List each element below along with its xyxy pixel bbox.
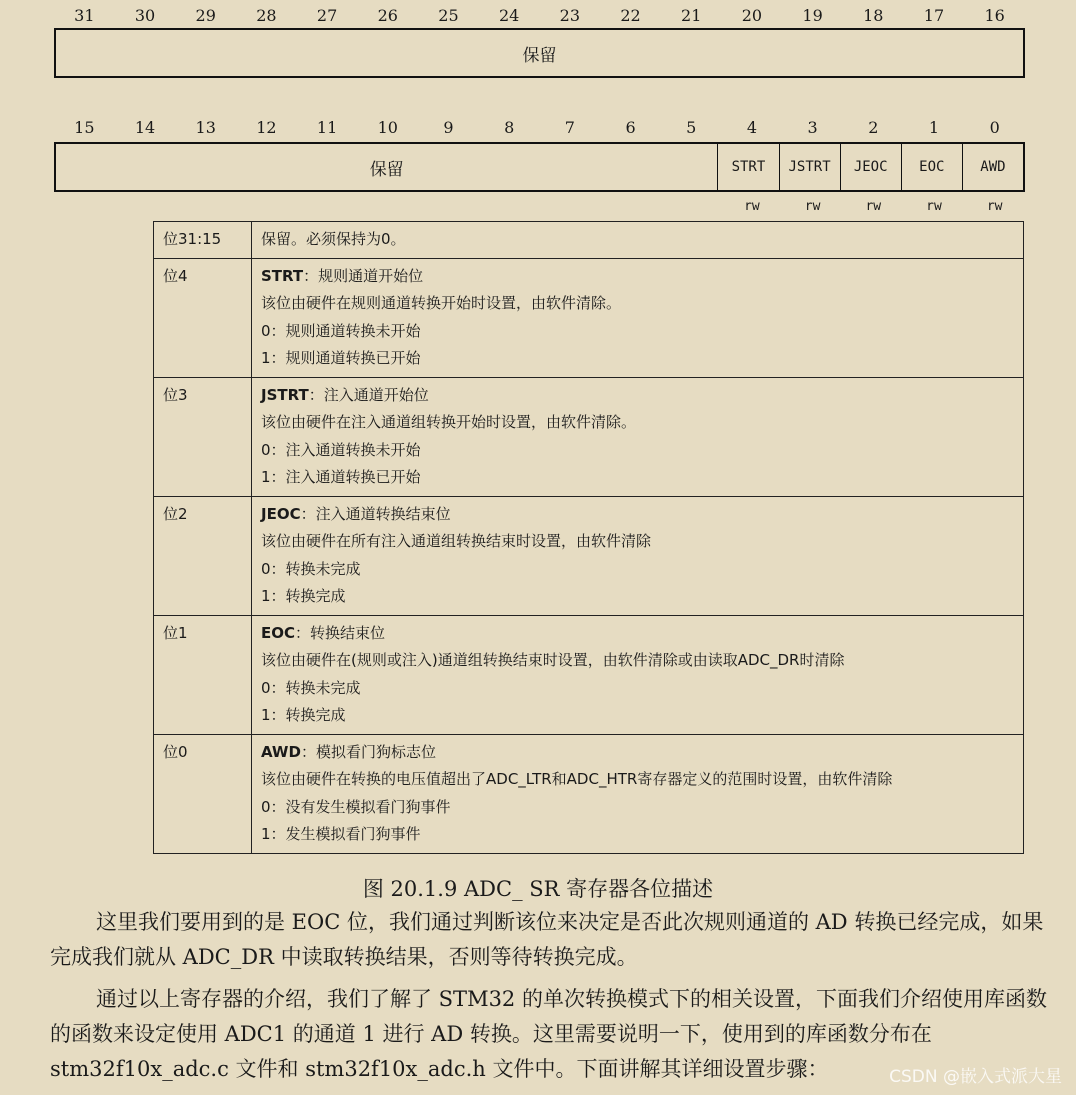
bit-number: 22 [620, 6, 641, 25]
bit-number: 8 [504, 118, 515, 137]
desc-cell [252, 496, 1024, 615]
field-title: ：转换结束位 [295, 623, 386, 642]
desc-cell [252, 734, 1024, 853]
table-row [154, 615, 1024, 734]
field-title: ：注入通道转换结束位 [300, 504, 451, 523]
bit-number: 3 [807, 118, 818, 137]
desc-title [261, 382, 1015, 410]
figure-caption: 图 20.1.9 ADC_ SR 寄存器各位描述 [362, 877, 714, 901]
bit-number: 25 [438, 6, 459, 25]
bit-number: 21 [681, 6, 702, 25]
bit-numbers-high [54, 6, 1025, 25]
desc-line: 0：转换未完成 [261, 678, 361, 697]
register-row-high [54, 28, 1025, 78]
table-row [154, 377, 1024, 496]
bit-number: 1 [928, 118, 940, 137]
reserved-field-high: 保留 [522, 45, 557, 66]
bit-number: 17 [923, 6, 945, 25]
bit-number: 19 [802, 6, 823, 25]
bit-number: 12 [256, 118, 277, 137]
bit-number: 5 [686, 118, 697, 137]
paragraph-text: 通过以上寄存器的介绍，我们了解了 STM32 的单次转换模式下的相关设置，下面我们介绍使用库函数的函数来设定使用 ADC1 的通道 1 进行 AD 转换。这里需要说明一下，使用到的库函数分布在 stm32f10x_adc.c 文件和 stm32f10x_adc.h 文件中。下面讲解其详细设置步骤： [50, 987, 1047, 1081]
desc-title [261, 501, 1015, 529]
desc-line: 0：注入通道转换未开始 [261, 440, 421, 459]
body-paragraph [50, 905, 1060, 975]
bit-number: 18 [863, 6, 884, 25]
access-label: rw [865, 199, 882, 214]
desc-line: 1：转换完成 [261, 587, 346, 605]
desc-line: 1：规则通道转换已开始 [261, 349, 421, 367]
access-label: rw [804, 199, 821, 214]
desc-line: 0：转换未完成 [261, 559, 361, 578]
bit-number: 6 [625, 118, 636, 137]
field-name: STRT [261, 266, 304, 285]
desc-line: 0：规则通道转换未开始 [261, 321, 421, 340]
bit-numbers-low [54, 118, 1025, 137]
table-row [154, 222, 1024, 259]
field-eoc: EOC [902, 144, 963, 190]
desc-title [261, 620, 1015, 648]
desc-line: 1：发生模拟看门狗事件 [261, 825, 421, 843]
bit-number: 4 [746, 118, 757, 137]
bit-cell: 位0 [154, 734, 252, 853]
access-label: rw [744, 199, 760, 214]
bit-number: 14 [134, 118, 156, 137]
bit-number: 16 [984, 6, 1005, 25]
bit-number: 11 [316, 118, 338, 137]
desc-line: 保留。必须保持为0。 [261, 230, 406, 248]
field-jeoc: JEOC [841, 144, 902, 190]
table-row [154, 496, 1024, 615]
bit-number: 23 [559, 6, 581, 25]
desc-line: 该位由硬件在注入通道组转换开始时设置，由软件清除。 [261, 413, 637, 431]
bit-cell: 位4 [154, 258, 252, 377]
field-title: ：模拟看门狗标志位 [300, 742, 436, 761]
desc-line: 0：没有发生模拟看门狗事件 [261, 797, 451, 816]
desc-cell [252, 222, 1024, 259]
table-row [154, 258, 1024, 377]
bit-number: 24 [498, 6, 520, 25]
field-strt: STRT [718, 144, 779, 190]
bit-number: 27 [316, 6, 338, 25]
field-title: ：注入通道开始位 [308, 385, 429, 404]
field-name: JEOC [261, 504, 301, 523]
desc-cell [252, 258, 1024, 377]
field-name: JSTRT [261, 385, 309, 404]
bit-number: 7 [564, 118, 575, 137]
field-jstrt: JSTRT [780, 144, 841, 190]
bit-number: 15 [74, 118, 95, 137]
field-name: AWD [261, 742, 301, 761]
paragraph-text: 这里我们要用到的是 EOC 位，我们通过判断该位来决定是否此次规则通道的 AD 转换已经完成，如果完成我们就从 ADC_DR 中读取转换结果，否则等待转换完成。 [50, 910, 1044, 969]
desc-cell [252, 615, 1024, 734]
bit-number: 29 [195, 6, 216, 25]
field-awd: AWD [980, 159, 1006, 175]
table-row [154, 734, 1024, 853]
bit-cell: 位31:15 [154, 222, 252, 259]
bit-number: 9 [443, 118, 454, 137]
access-label: rw [986, 199, 1003, 214]
bit-number: 2 [868, 118, 879, 137]
bit-number: 30 [134, 6, 156, 25]
bit-number: 31 [74, 6, 95, 25]
bit-description-table [153, 221, 1024, 854]
access-row [54, 199, 1025, 214]
desc-line: 该位由硬件在转换的电压值超出了ADC_LTR和ADC_HTR寄存器定义的范围时设置，由软件清除 [261, 770, 893, 788]
bit-number: 28 [256, 6, 277, 25]
desc-title [261, 739, 1015, 767]
desc-line: 1：转换完成 [261, 706, 346, 724]
bit-number: 0 [989, 118, 1000, 137]
desc-title [261, 263, 1015, 291]
bit-cell: 位3 [154, 377, 252, 496]
watermark: CSDN @嵌入式派大星 [889, 1067, 1062, 1087]
field-title: ：规则通道开始位 [303, 266, 424, 285]
bit-number: 13 [195, 118, 216, 137]
bit-number: 20 [741, 6, 763, 25]
desc-cell [252, 377, 1024, 496]
desc-line: 1：注入通道转换已开始 [261, 468, 421, 486]
bit-number: 26 [377, 6, 398, 25]
bit-number: 10 [377, 118, 398, 137]
register-row-low [54, 142, 1025, 192]
bit-cell: 位1 [154, 615, 252, 734]
bit-cell: 位2 [154, 496, 252, 615]
reserved-field-low: 保留 [56, 144, 718, 190]
desc-line: 该位由硬件在(规则或注入)通道组转换结束时设置，由软件清除或由读取ADC_DR时清除 [261, 651, 845, 669]
access-label: rw [926, 199, 942, 214]
desc-line: 该位由硬件在所有注入通道组转换结束时设置，由软件清除 [261, 532, 652, 550]
field-name: EOC [261, 623, 296, 642]
desc-line: 该位由硬件在规则通道转换开始时设置，由软件清除。 [261, 294, 622, 312]
